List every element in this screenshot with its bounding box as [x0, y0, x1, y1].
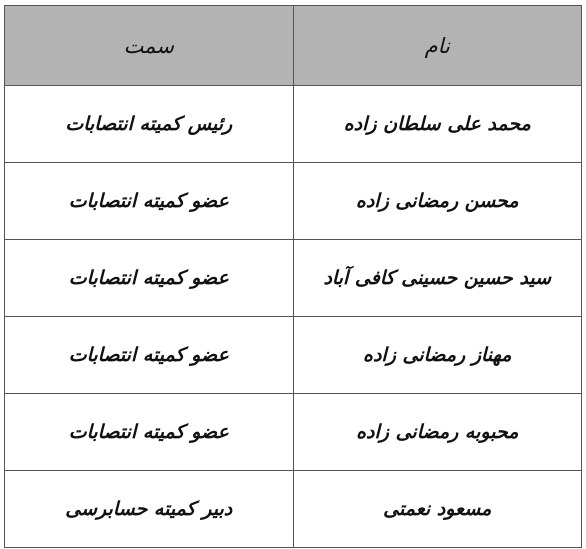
cell-name: محمد علی سلطان زاده: [293, 86, 582, 163]
cell-role: عضو کمیته انتصابات: [5, 240, 294, 317]
cell-role: عضو کمیته انتصابات: [5, 394, 294, 471]
cell-name: محسن رمضانی زاده: [293, 163, 582, 240]
cell-name: مهناز رمضانی زاده: [293, 317, 582, 394]
table-row: [5, 394, 582, 471]
committee-table: [4, 5, 582, 548]
cell-name: محبوبه رمضانی زاده: [293, 394, 582, 471]
table-row: [5, 471, 582, 548]
cell-role: دبیر کمیته حسابرسی: [5, 471, 294, 548]
table-row: [5, 317, 582, 394]
cell-role: عضو کمیته انتصابات: [5, 163, 294, 240]
table-row: [5, 240, 582, 317]
table-row: [5, 86, 582, 163]
cell-role: عضو کمیته انتصابات: [5, 317, 294, 394]
header-role: سمت: [5, 6, 294, 86]
committee-table-container: [4, 5, 582, 545]
cell-name: مسعود نعمتی: [293, 471, 582, 548]
table-row: [5, 163, 582, 240]
cell-name: سید حسین حسینی کافی آباد: [293, 240, 582, 317]
cell-role: رئیس کمیته انتصابات: [5, 86, 294, 163]
table-header-row: [5, 6, 582, 86]
header-name: نام: [293, 6, 582, 86]
